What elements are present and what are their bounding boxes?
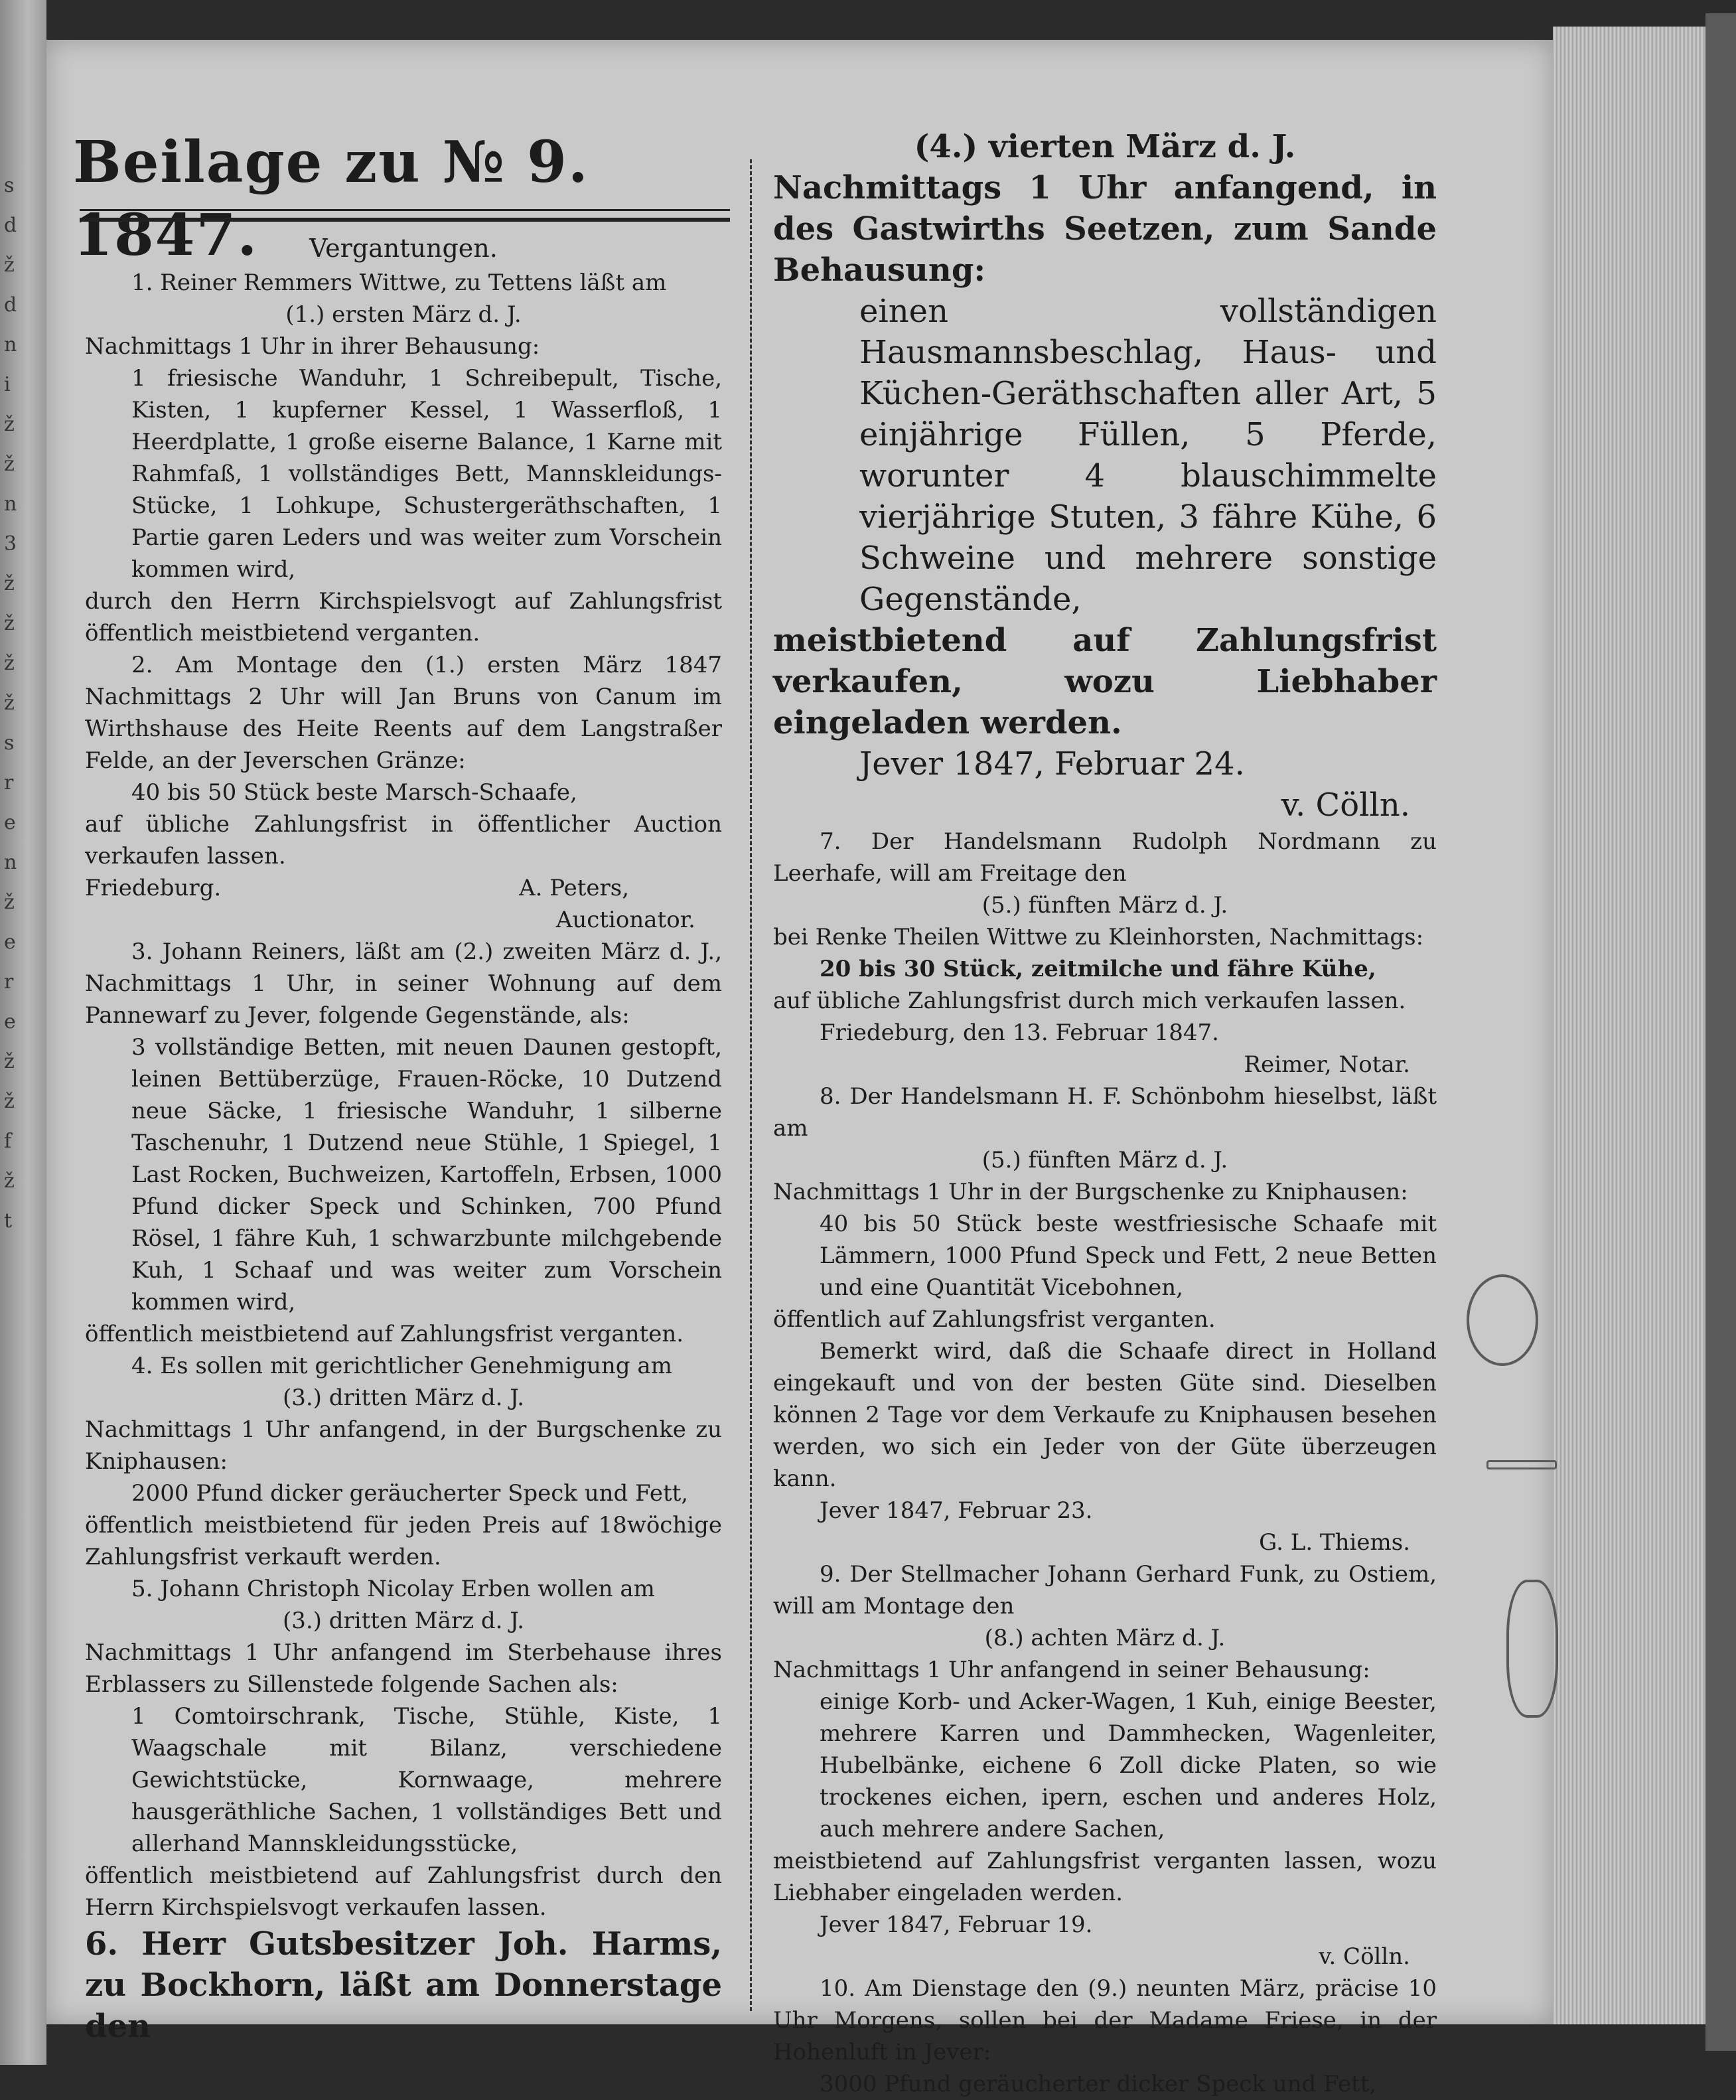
notice-text: Nachmittags 1 Uhr anfangend im Sterbehause ihres Erblassers zu Sillenstede folgende Sachen als:: [85, 1639, 722, 1698]
notice-entry: 1. Reiner Remmers Wittwe, zu Tettens läßt am: [131, 269, 667, 296]
notice-entry: 9. Der Stellmacher Johann Gerhard Funk, zu Ostiem, will am Montage den: [773, 1561, 1437, 1619]
signature-line: [85, 872, 722, 904]
previous-page-letter: ž: [4, 453, 15, 476]
previous-page-letter: ž: [4, 413, 15, 436]
signature: Auctionator.: [555, 907, 695, 933]
auction-date: (5.) fünften März d. J.: [981, 892, 1228, 919]
notice-entry: 5. Johann Christoph Nicolay Erben wollen am: [131, 1576, 655, 1602]
previous-page-letter: s: [4, 731, 15, 755]
auction-date: (1.) ersten März d. J.: [285, 301, 522, 328]
previous-page-letter: i: [4, 373, 11, 396]
previous-page-letter: ž: [4, 1169, 15, 1193]
notice-text: öffentlich meistbietend auf Zahlungsfrist durch den Herrn Kirchspielsvogt verkaufen lassen.: [85, 1862, 722, 1921]
item-list: Jever 1847, Februar 19.: [820, 1912, 1093, 1938]
item-list: 3 vollständige Betten, mit neuen Daunen gestopft, leinen Bettüberzüge, Frauen-Röcke, 10 Dutzend neue Säcke, 1 friesische Wanduhr, 1 silberne Taschenuhr, 1 Dutzend neue Stühle, 1 Spiegel, 1 Last Rocken, Buchweizen, Kartoffeln, Erbsen, 1000 Pfund dicker Speck und Schinken, 700 Pfund Rösel, 1 fähre Kuh, 1 schwarzbunte milchgebende Kuh, 1 Schaaf und was weiter zum Vorschein kommen wird,: [131, 1034, 722, 1315]
notice-text: durch den Herrn Kirchspielsvogt auf Zahlungsfrist öffentlich meistbietend verganten.: [85, 588, 722, 646]
item-list: 3000 Pfund geräucherter dicker Speck und Fett,: [820, 2071, 1377, 2097]
notice-entry: 8. Der Handelsmann H. F. Schönbohm hieselbst, läßt am: [773, 1083, 1437, 1142]
notice-entry: 7. Der Handelsmann Rudolph Nordmann zu Leerhafe, will am Freitage den: [773, 828, 1437, 887]
column-divider: [750, 159, 752, 2011]
notice-entry: 2. Am Montage den (1.) ersten März 1847 Nachmittags 2 Uhr will Jan Bruns von Canum im Wirthshause des Heite Reents auf dem Langstraßer Felde, an der Jeverschen Gränze:: [85, 652, 722, 774]
item-list: 1 Comtoirschrank, Tische, Stühle, Kiste, 1 Waagschale mit Bilanz, verschiedene Gewichtstücke, Kornwaage, mehrere hausgeräthliche Sachen, 1 vollständiges Bett und allerhand Mannskleidungsstücke,: [131, 1703, 722, 1857]
previous-page-letter: f: [4, 1130, 12, 1153]
auction-date: (3.) dritten März d. J.: [282, 1385, 525, 1411]
item-list: 20 bis 30 Stück, zeitmilche und fähre Kühe,: [820, 956, 1376, 982]
notice-text: bei Renke Theilen Wittwe zu Kleinhorsten, Nachmittags:: [773, 924, 1424, 950]
notice-text: öffentlich auf Zahlungsfrist verganten.: [773, 1306, 1216, 1333]
previous-page-letter: e: [4, 1010, 16, 1033]
notice-text: Nachmittags 1 Uhr in der Burgschenke zu Kniphausen:: [773, 1179, 1408, 1205]
notice-entry-large: Nachmittags 1 Uhr anfangend, in des Gastwirths Seetzen, zum Sande Behausung:: [773, 169, 1437, 289]
signature-name: A. Peters,: [519, 875, 629, 901]
signature: v. Cölln.: [1319, 1943, 1410, 1970]
item-list: 1 friesische Wanduhr, 1 Schreibepult, Tische, Kisten, 1 kupferner Kessel, 1 Wasserfloß, 1 Heerdplatte, 1 große eiserne Balance, 1 Karne mit Rahmfaß, 1 vollständiges Bett, Mannskleidungs-Stücke, 1 Lohkupe, Schustergeräthschaften, 1 Partie garen Leders und was weiter zum Vorschein kommen wird,: [131, 365, 722, 583]
notice-entry: 10. Am Dienstage den (9.) neunten März, präcise 10 Uhr Morgens, sollen bei der Madame Friese, in der Hohenluft in Jever:: [773, 1975, 1437, 2065]
right-column: [773, 126, 1437, 2100]
previous-page-letter: ž: [4, 572, 15, 595]
notice-text: öffentlich meistbietend auf Zahlungsfrist verganten.: [85, 1321, 684, 1347]
pencil-mark-stroke: [1486, 1460, 1557, 1469]
item-list: 40 bis 50 Stück beste Marsch-Schaafe,: [131, 779, 577, 806]
previous-page-letter: ž: [4, 891, 15, 914]
notice-text: Nachmittags 1 Uhr in ihrer Behausung:: [85, 333, 540, 360]
item-list: 40 bis 50 Stück beste westfriesische Schaafe mit Lämmern, 1000 Pfund Speck und Fett, 2 neue Betten und eine Quantität Vicebohnen,: [820, 1211, 1437, 1301]
book-page-edges: [1553, 27, 1705, 2024]
previous-page-letter: e: [4, 931, 16, 954]
previous-page-letter: d: [4, 214, 17, 237]
notice-entry: 3. Johann Reiners, läßt am (2.) zweiten März d. J., Nachmittags 1 Uhr, in seiner Wohnung auf dem Pannewarf zu Jever, folgende Gegenstände, als:: [85, 938, 722, 1029]
auction-date: (8.) achten März d. J.: [984, 1625, 1226, 1651]
previous-page-letter: r: [4, 970, 14, 994]
auction-date: (3.) dritten März d. J.: [282, 1608, 525, 1634]
item-list: Jever 1847, Februar 23.: [820, 1497, 1093, 1524]
pencil-mark-eight: [1506, 1580, 1558, 1718]
notice-text: auf übliche Zahlungsfrist durch mich verkaufen lassen.: [773, 988, 1406, 1014]
item-list: 2000 Pfund dicker geräucherter Speck und Fett,: [131, 1480, 689, 1507]
previous-page-letter: n: [4, 492, 17, 516]
notice-text: Nachmittags 1 Uhr anfangend in seiner Behausung:: [773, 1657, 1370, 1683]
previous-page-letter: ž: [4, 612, 15, 635]
previous-page-letter: e: [4, 811, 16, 834]
signature: Reimer, Notar.: [1244, 1051, 1410, 1078]
previous-page-letters: [4, 166, 24, 1241]
notice-text: öffentlich meistbietend für jeden Preis auf 18wöchige Zahlungsfrist verkauft werden.: [85, 1512, 722, 1570]
signature: G. L. Thiems.: [1259, 1529, 1410, 1556]
auction-date: (5.) fünften März d. J.: [981, 1147, 1228, 1173]
book-cover-edge: [1705, 13, 1736, 2051]
left-column: [85, 232, 722, 2047]
previous-page-letter: d: [4, 293, 17, 317]
item-list: einige Korb- und Acker-Wagen, 1 Kuh, einige Beester, mehrere Karren und Dammhecken, Wagenleiter, Hubelbänke, eichene 6 Zoll dicke Platen, so wie trockenes eichen, ipern, eschen und anderes Holz, auch mehrere andere Sachen,: [820, 1688, 1437, 1842]
notice-entry: Bemerkt wird, daß die Schaafe direct in Holland eingekauft und von der besten Güte sind. Dieselben können 2 Tage vor dem Verkaufe zu Kniphausen besehen werden, wo sich ein Jeder von der Güte überzeugen kann.: [773, 1338, 1437, 1492]
previous-page-edge: [0, 0, 46, 2065]
page-title: Beilage zu № 9. 1847.: [73, 129, 589, 269]
previous-page-letter: s: [4, 174, 15, 197]
notice-entry-large: meistbietend auf Zahlungsfrist verkaufen, wozu Liebhaber eingeladen werden.: [773, 622, 1437, 741]
title-double-rule: [80, 209, 730, 222]
auction-date-large: (4.) vierten März d. J.: [914, 128, 1296, 165]
notice-text: Nachmittags 1 Uhr anfangend, in der Burgschenke zu Kniphausen:: [85, 1416, 722, 1475]
notice-text: meistbietend auf Zahlungsfrist verganten lassen, wozu Liebhaber eingeladen werden.: [773, 1848, 1437, 1906]
signature-place: Friedeburg.: [85, 875, 222, 901]
item-list: Friedeburg, den 13. Februar 1847.: [820, 1019, 1219, 1046]
previous-page-letter: ž: [4, 1050, 15, 1073]
signature-large: v. Cölln.: [1281, 787, 1410, 824]
previous-page-letter: t: [4, 1209, 13, 1233]
section-heading: Vergantungen.: [309, 234, 498, 263]
previous-page-letter: ž: [4, 692, 15, 715]
notice-text: auf übliche Zahlungsfrist in öffentlicher Auction verkaufen lassen.: [85, 811, 722, 869]
previous-page-letter: n: [4, 851, 17, 874]
previous-page-letter: ž: [4, 254, 15, 277]
previous-page-letter: n: [4, 333, 17, 356]
previous-page-letter: ž: [4, 652, 15, 675]
previous-page-letter: 3: [4, 532, 17, 556]
item-list-large: einen vollständigen Hausmannsbeschlag, Haus- und Küchen-Geräthschaften aller Art, 5 einjährige Füllen, 5 Pferde, worunter 4 blauschimmelte vierjährige Stuten, 3 fähre Kühe, 6 Schweine und mehrere sonstige Gegenstände,: [859, 293, 1437, 618]
item-list-large: Jever 1847, Februar 24.: [859, 745, 1245, 783]
previous-page-letter: r: [4, 771, 14, 794]
pencil-mark-circle: [1467, 1274, 1538, 1366]
notice-entry: 4. Es sollen mit gerichtlicher Genehmigung am: [131, 1353, 672, 1379]
notice-entry-large: 6. Herr Gutsbesitzer Joh. Harms, zu Bockhorn, läßt am Donnerstage den: [85, 1925, 722, 2045]
previous-page-letter: ž: [4, 1090, 15, 1113]
